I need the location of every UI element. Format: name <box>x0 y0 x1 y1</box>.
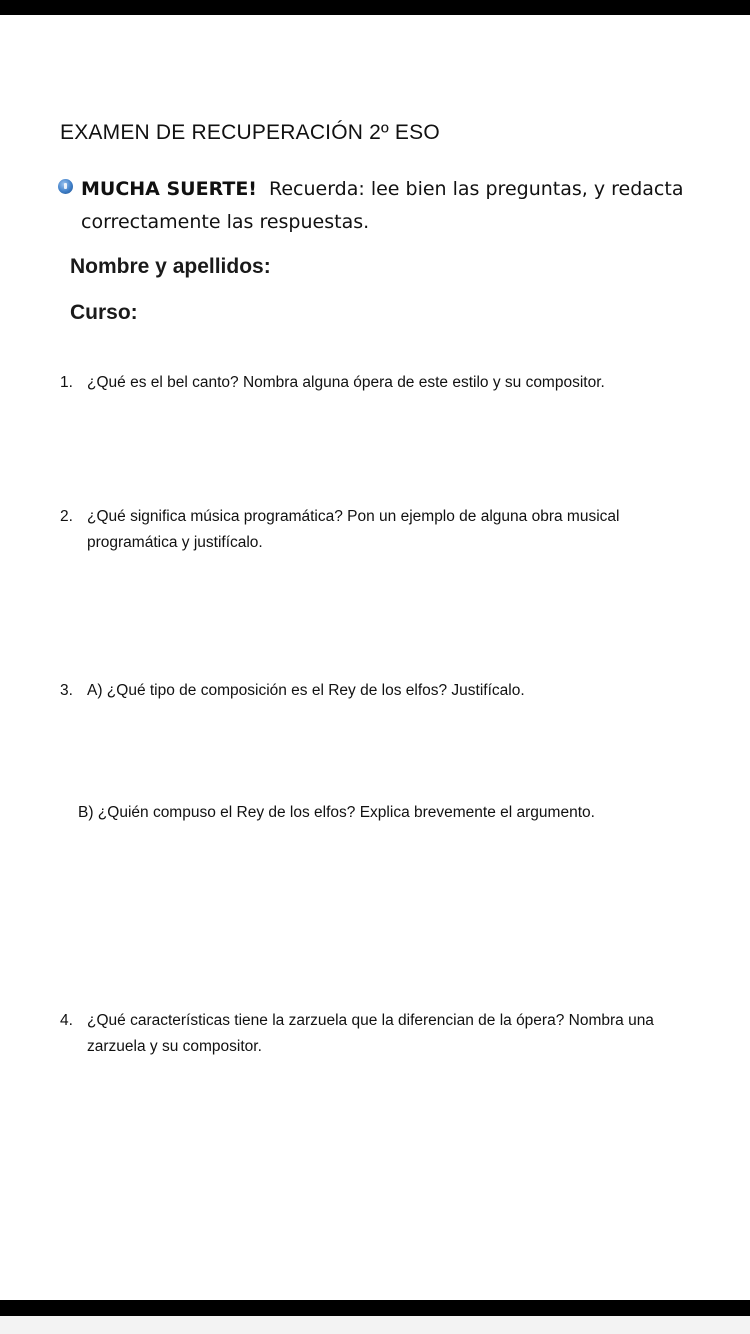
question-1 <box>60 370 710 396</box>
question-number: 3. <box>60 682 73 699</box>
course-field-label: Curso: <box>70 301 138 324</box>
good-luck-line-2: correctamente las respuestas. <box>81 211 370 233</box>
exam-title: EXAMEN DE RECUPERACIÓN 2º ESO <box>60 121 440 144</box>
good-luck-line-1: Recuerda: lee bien las preguntas, y redacta <box>268 178 684 200</box>
question-2 <box>60 504 710 556</box>
question-text-line-1: B) ¿Quién compuso el Rey de los elfos? Explica brevemente el argumento. <box>78 804 595 821</box>
good-luck-note <box>58 173 728 239</box>
question-number: 4. <box>60 1012 73 1029</box>
bottom-strip <box>0 1316 750 1334</box>
question-text-line-2: programática y justifícalo. <box>87 534 263 551</box>
question-text-line-2: zarzuela y su compositor. <box>87 1038 262 1055</box>
question-text-line-1: ¿Qué significa música programática? Pon un ejemplo de alguna obra musical <box>87 508 620 525</box>
question-text-line-1: ¿Qué es el bel canto? Nombra alguna ópera de este estilo y su compositor. <box>87 374 605 391</box>
good-luck-heading: MUCHA SUERTE! <box>81 178 257 200</box>
question-number: 1. <box>60 374 73 391</box>
top-bar <box>0 0 750 15</box>
name-field-label: Nombre y apellidos: <box>70 255 271 278</box>
question-text-line-1: ¿Qué características tiene la zarzuela que la diferencian de la ópera? Nombra una <box>87 1012 654 1029</box>
question-number: 2. <box>60 508 73 525</box>
bottom-bar <box>0 1300 750 1316</box>
question-3a <box>60 678 710 704</box>
question-text-line-1: A) ¿Qué tipo de composición es el Rey de los elfos? Justifícalo. <box>87 682 525 699</box>
question-3b <box>78 800 728 826</box>
document-page <box>0 15 750 1300</box>
question-4 <box>60 1008 710 1060</box>
info-bullet-icon <box>58 179 73 194</box>
